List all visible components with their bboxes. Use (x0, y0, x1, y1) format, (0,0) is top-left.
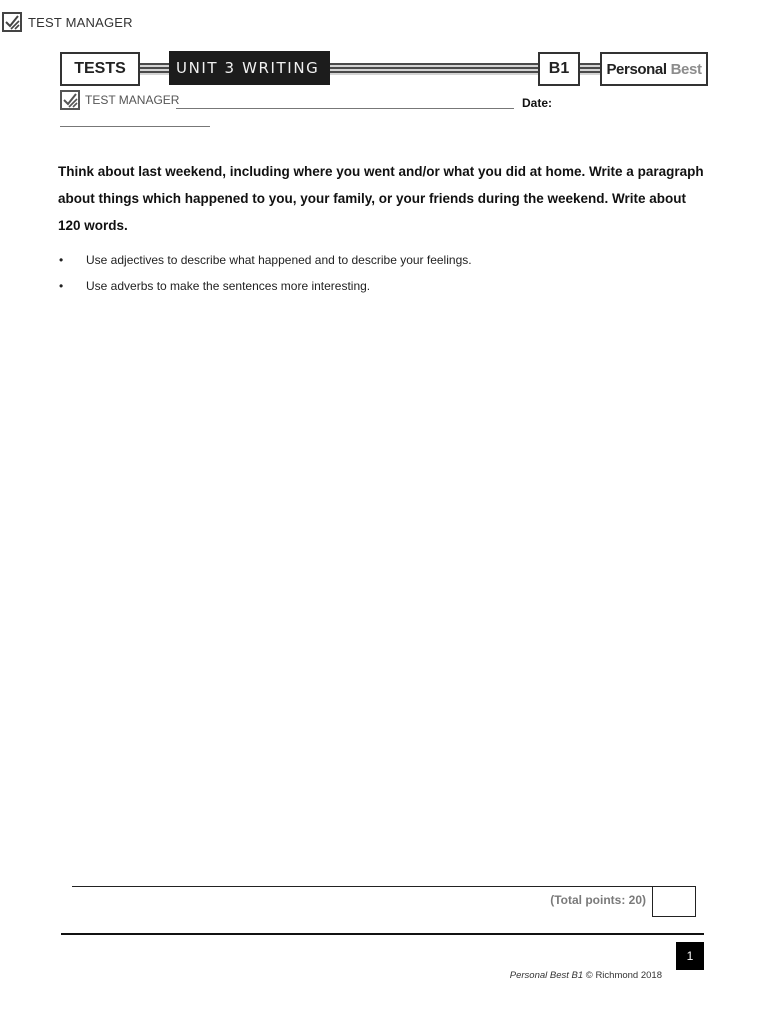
date-label: Date: (522, 96, 553, 110)
tests-label: TESTS (60, 52, 140, 86)
header-band (60, 52, 708, 86)
totals-rule (72, 886, 695, 887)
bullet-text: Use adjectives to describe what happened and to describe your feelings. (86, 253, 472, 267)
book-title: Personal Best B1 (509, 970, 584, 981)
date-field-line[interactable] (60, 126, 210, 127)
student-logo (60, 90, 179, 110)
app-logo-text: TEST MANAGER (28, 14, 133, 30)
page-number: 1 (676, 942, 704, 970)
bullet-icon: • (59, 253, 64, 267)
bullet-text: Use adverbs to make the sentences more interesting. (86, 279, 371, 293)
name-field-line[interactable] (176, 108, 514, 109)
unit-title: UNIT 3 WRITING (169, 51, 330, 85)
score-box[interactable] (652, 886, 696, 917)
task-instruction: Think about last weekend, including where you went and/or what you did at home. Write a paragraph about things which happened to you, your family, or your friends during the weekend. Write about 120 words. (58, 164, 704, 233)
list-item (58, 250, 708, 276)
list-item (58, 276, 708, 302)
checkmark-logo-icon (60, 90, 80, 110)
checkmark-logo-icon (2, 12, 22, 32)
copyright (420, 970, 662, 981)
brand-logo-part2: Best (670, 60, 702, 78)
brand-logo-part1: Personal (606, 60, 667, 78)
student-logo-text: TEST MANAGER (85, 93, 180, 107)
level-badge: B1 (538, 52, 580, 86)
brand-logo (600, 52, 708, 86)
task-bullet-list (58, 250, 708, 302)
total-points-label: (Total points: 20) (550, 893, 646, 907)
bullet-icon: • (59, 279, 64, 293)
copyright-text: © Richmond 2018 (583, 970, 662, 981)
app-logo (2, 12, 133, 32)
footer-rule (61, 933, 704, 935)
